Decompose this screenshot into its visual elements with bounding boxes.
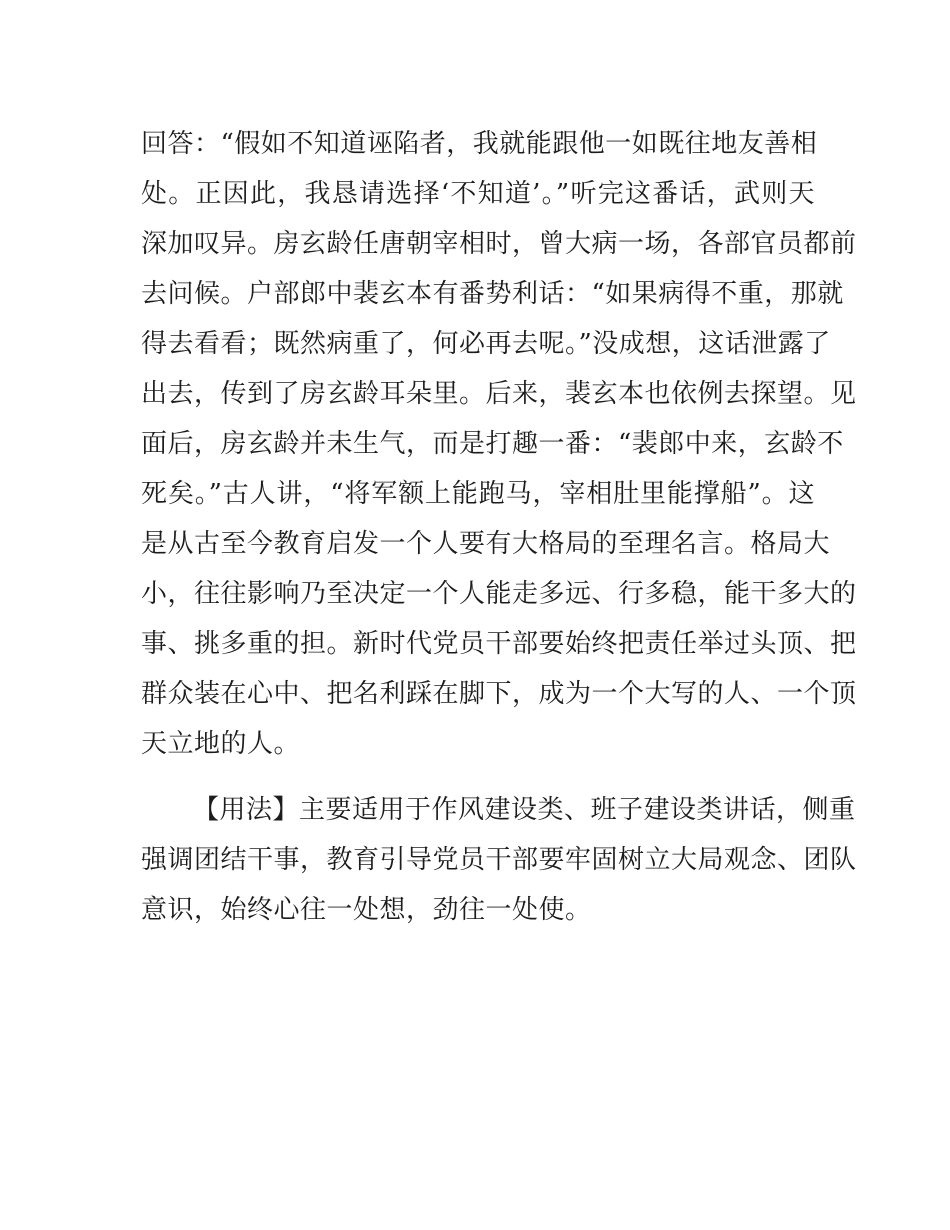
- paragraph-line: 【用法】主要适用于作风建设类、班子建设类讲话，侧重: [193, 795, 856, 825]
- paragraph-line: 意识，始终心往一处想，劲往一处使。: [141, 895, 592, 925]
- body-paragraph: [141, 119, 857, 769]
- paragraph-line: 去问候。户部郎中裴玄本有番势利话：“如果病得不重，那就: [141, 279, 844, 309]
- paragraph-line: 小，往往影响乃至决定一个人能走多远、行多稳，能干多大的: [141, 579, 857, 609]
- paragraph-line: 处。正因此，我恳请选择‘不知道’。”听完这番话，武则天: [141, 179, 815, 209]
- usage-paragraph: [141, 785, 857, 935]
- paragraph-line: 得去看看；既然病重了，何必再去呢。”没成想，这话泄露了: [141, 329, 831, 359]
- paragraph-line: 回答：“假如不知道诬陷者，我就能跟他一如既往地友善相: [141, 129, 818, 159]
- paragraph-line: 出去，传到了房玄龄耳朵里。后来，裴玄本也依例去探望。见: [141, 379, 857, 409]
- paragraph-line: 是从古至今教育启发一个人要有大格局的至理名言。格局大: [141, 529, 831, 559]
- paragraph-line: 群众装在心中、把名利踩在脚下，成为一个大写的人、一个顶: [141, 679, 857, 709]
- paragraph-line: 深加叹异。房玄龄任唐朝宰相时，曾大病一场，各部官员都前: [141, 229, 857, 259]
- paragraph-line: 面后，房玄龄并未生气，而是打趣一番：“裴郎中来，玄龄不: [141, 429, 844, 459]
- paragraph-line: 死矣。”古人讲，“将军额上能跑马，宰相肚里能撑船”。这: [141, 479, 815, 509]
- paragraph-line: 事、挑多重的担。新时代党员干部要始终把责任举过头顶、把: [141, 629, 857, 659]
- paragraph-line: 天立地的人。: [141, 729, 301, 759]
- paragraph-line: 强调团结干事，教育引导党员干部要牢固树立大局观念、团队: [141, 845, 857, 875]
